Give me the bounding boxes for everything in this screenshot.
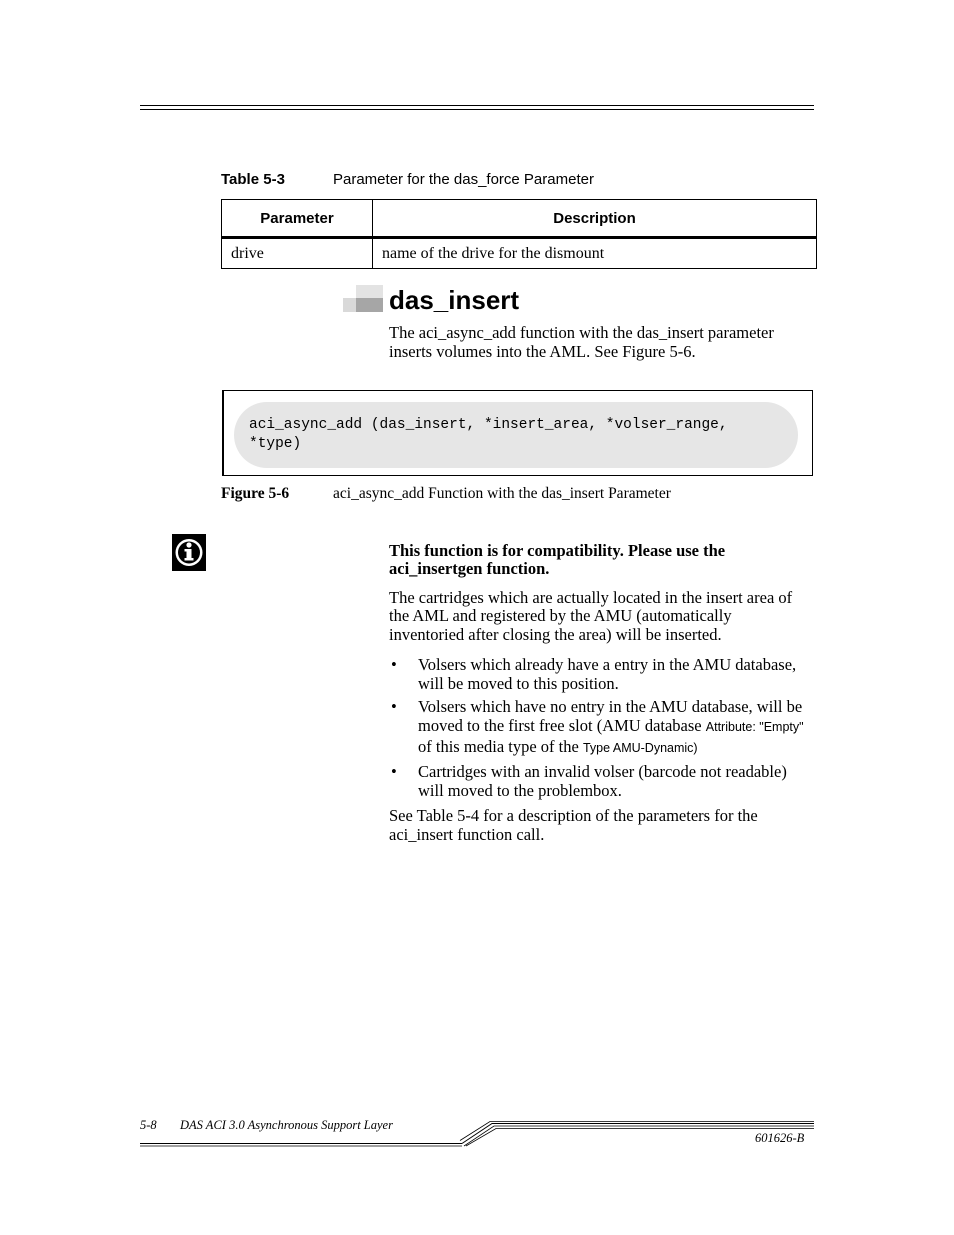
- heading-marker-graphic: [343, 285, 383, 312]
- table-header-row: [222, 200, 817, 238]
- info-note-icon: [172, 534, 206, 571]
- heading-marker-icon: [343, 285, 383, 312]
- intro-line-2: inserts volumes into the AML. See Figure 5-6.: [389, 342, 696, 361]
- note-bold-line-2: aci_insertgen function.: [389, 559, 550, 578]
- cell-parameter: drive: [222, 238, 373, 269]
- header-rule-bottom: [140, 109, 814, 110]
- figure-label: Figure 5-6: [221, 485, 290, 502]
- list-item: [389, 762, 814, 800]
- note-para-line-2: the AML and registered by the AMU (automatically: [389, 606, 732, 625]
- footer-rules: [140, 1121, 814, 1147]
- cell-description: name of the drive for the dismount: [373, 238, 817, 269]
- bullet-1-line-2: will be moved to this position.: [418, 674, 619, 693]
- bullet-icon: •: [391, 655, 397, 674]
- intro-line-1: The aci_async_add function with the das_insert parameter: [389, 323, 774, 342]
- list-item: [389, 655, 814, 693]
- footer-rule-graphic: [140, 1121, 814, 1147]
- bullet-3-line-2: will moved to the problembox.: [418, 781, 622, 800]
- parameter-table: [221, 199, 817, 269]
- section-heading: das_insert: [389, 285, 520, 315]
- figure-box: [222, 390, 813, 476]
- bullet-2-line-3b: Type AMU-Dynamic): [582, 741, 698, 755]
- footer-page-number: 5-8: [140, 1118, 157, 1132]
- bullet-icon: •: [391, 697, 397, 716]
- list-item: [389, 697, 814, 758]
- header-description: Description: [373, 200, 817, 238]
- footer-doc-title: DAS ACI 3.0 Asynchronous Support Layer: [180, 1118, 393, 1132]
- code-block: [234, 402, 798, 468]
- table-row: [222, 238, 817, 269]
- bullet-icon: •: [391, 762, 397, 781]
- code-text: [249, 416, 728, 454]
- bullet-3-line-1: Cartridges with an invalid volser (barcode not readable): [418, 762, 787, 781]
- table-label: Table 5-3: [221, 171, 285, 188]
- figure-caption: aci_async_add Function with the das_insert Parameter: [333, 485, 671, 502]
- note-para-line-3: inventoried after closing the area) will be inserted.: [389, 625, 722, 644]
- note-para-line-1: The cartridges which are actually located in the insert area of: [389, 588, 793, 607]
- header-parameter: Parameter: [222, 200, 373, 238]
- closing-line-2: aci_insert function call.: [389, 825, 545, 844]
- bullet-list: [389, 655, 814, 804]
- footer-doc-number: 601626-B: [755, 1131, 805, 1145]
- bullet-2-line-1: Volsers which have no entry in the AMU database, will be: [418, 697, 803, 716]
- bullet-1-line-1: Volsers which already have a entry in the AMU database,: [418, 655, 797, 674]
- table-title: Parameter for the das_force Parameter: [333, 171, 594, 188]
- code-line-2: *type): [249, 436, 302, 452]
- closing-line-1: See Table 5-4 for a description of the parameters for the: [389, 806, 758, 825]
- note-bold-line-1: This function is for compatibility. Please use the: [389, 541, 726, 560]
- bullet-2-line-3a: of this media type of the: [418, 737, 583, 756]
- bullet-2-line-2b: Attribute: "Empty": [705, 720, 804, 734]
- bullet-2-line-2a: moved to the first free slot (AMU database: [418, 716, 706, 735]
- info-icon-graphic: [172, 534, 206, 571]
- header-rule-top: [140, 105, 814, 106]
- code-line-1: aci_async_add (das_insert, *insert_area, *volser_range,: [249, 417, 728, 433]
